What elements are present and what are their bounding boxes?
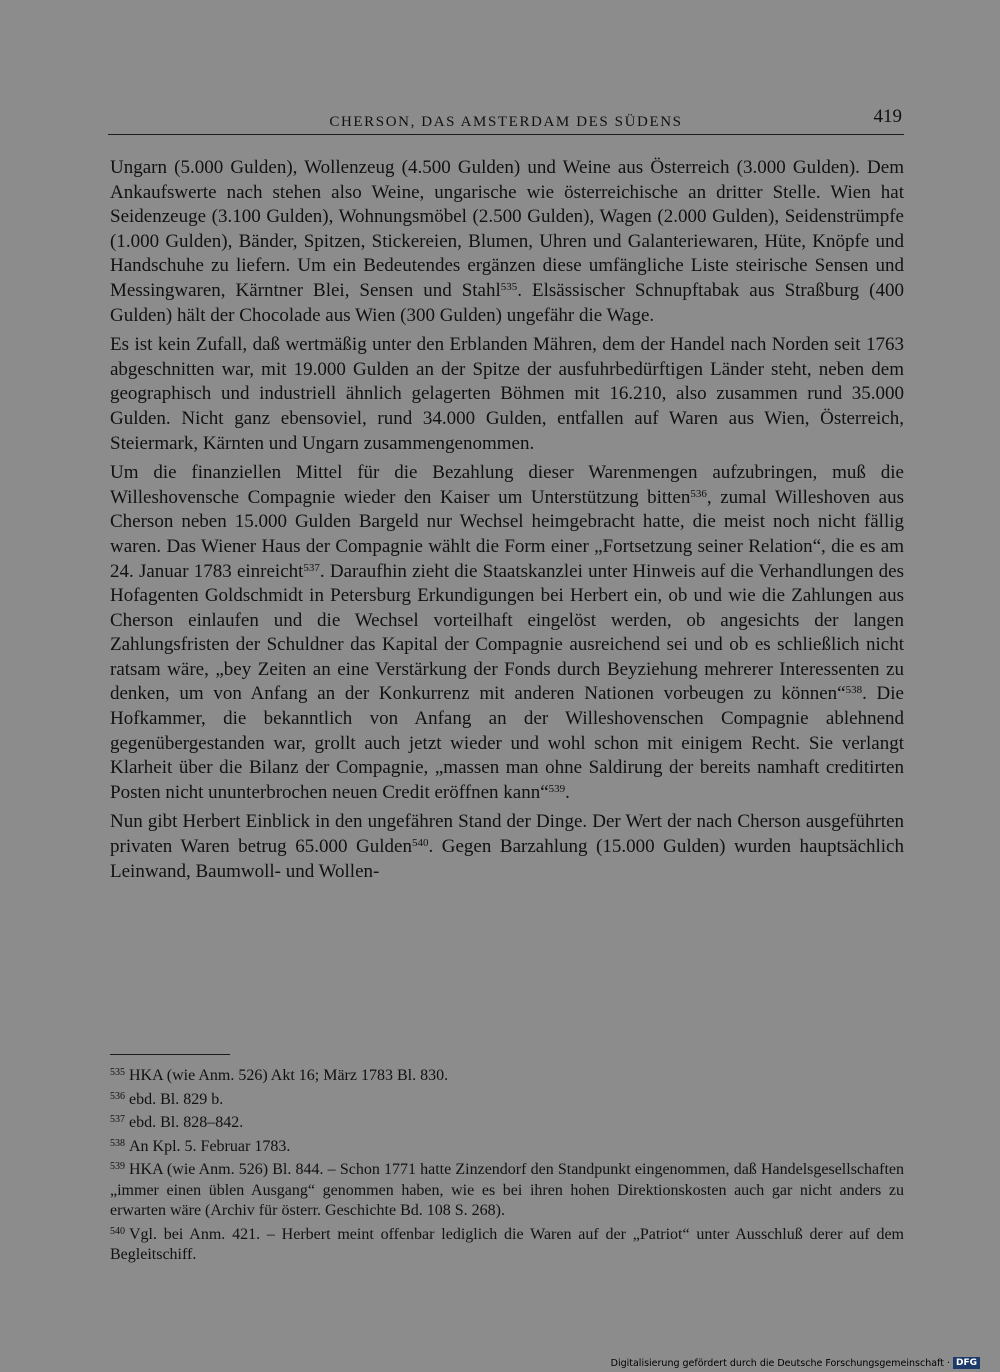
text-run: . — [565, 781, 570, 803]
footnote-number: 539 — [110, 1161, 125, 1172]
dfg-logo: DFG — [953, 1357, 980, 1369]
footnote-number: 538 — [110, 1137, 125, 1149]
paragraph-4 — [110, 810, 904, 884]
footnote-text: Vgl. bei Anm. 421. – Herbert meint offenbar lediglich die Waren auf der „Patriot“ unter Ausschluß derer auf dem Begleitschiff. — [110, 1225, 904, 1263]
running-title: CHERSON, DAS AMSTERDAM DES SÜDENS — [329, 114, 683, 130]
text-run: Um die finanziellen Mittel für die Bezahlung dieser Warenmengen aufzubringen, muß die Willeshovensche Compagnie wieder den Kaiser um Unterstützung bitten — [110, 462, 904, 508]
footnote-ref: 540 — [411, 837, 429, 850]
footnote-ref: 539 — [548, 782, 566, 795]
footnote — [110, 1090, 904, 1111]
page-number: 419 — [873, 106, 902, 127]
footnote-text: HKA (wie Anm. 526) Akt 16; März 1783 Bl. 830. — [129, 1067, 449, 1084]
footnotes — [110, 1066, 904, 1269]
footnote — [110, 1113, 904, 1134]
footnote-number: 537 — [110, 1114, 125, 1125]
footnote — [110, 1225, 904, 1266]
footnote-ref: 535 — [500, 280, 518, 293]
footnote-number: 536 — [110, 1090, 125, 1102]
paragraph-1 — [110, 156, 904, 328]
text-run: . Elsässischer Schnupftabak aus Straßburg (400 Gulden) hält der Chocolade aus Wien (300 Gulden) ungefähr die Wage. — [110, 279, 904, 326]
footnote-rule — [110, 1054, 230, 1055]
digitization-credit — [611, 1356, 980, 1370]
footnote-text: ebd. Bl. 828–842. — [129, 1114, 244, 1131]
text-run: . Die Hofkammer, die bekanntlich von Anfang an der Willeshovenschen Compagnie ablehnend gegenübergestanden war, grollt auch jetzt wieder und wohl schon mit einigem Recht. Sie verlangt Klarheit über die Bilanz der Compagnie, „massen man ohne Saldirung der bereits namhaft creditirten Posten nicht ununterbrochen neuen Credit eröffnen kann“ — [110, 683, 904, 803]
paragraph-2: Es ist kein Zufall, daß wertmäßig unter den Erblanden Mähren, dem der Handel nach Norden seit 1763 abgeschnitten war, mit 19.000 Gulden an der Spitze der ausfuhrbedürftigen Länder steht, neben dem geographisch und industriell ähnlich gelagerten Böhmen mit 16.210, also zusammen rund 35.000 Gulden. Nicht ganz ebensoviel, rund 34.000 Gulden, entfallen auf Waren aus Wien, Österreich, Steiermark, Kärnten und Ungarn zusammengenommen. — [110, 334, 904, 454]
footnote-number: 540 — [110, 1225, 125, 1237]
text-run: . Daraufhin zieht die Staatskanzlei unter Hinweis auf die Verhandlungen des Hofagenten Goldschmidt in Petersburg Erkundigungen bei Herbert ein, ob und wie die Zahlungen aus Cherson einlaufen und die Wechsel vorteilhaft eingelöst werden, ob angesichts der langen Zahlungsfristen der Schuldner das Kapital der Compagnie ausreichend sei und ob es schließlich nicht ratsam wäre, „bey Zeiten an eine Verstärkung der Fonds durch Beyziehung mehrerer Interessenten zu denken, um von Anfang an der Konkurrenz mit anderen Nationen vorbeugen zu können“ — [110, 560, 904, 705]
paragraph-3 — [110, 461, 904, 805]
main-text — [110, 156, 904, 889]
footnote-text: An Kpl. 5. Februar 1783. — [129, 1137, 291, 1155]
footnote — [110, 1066, 904, 1087]
footnote-text: ebd. Bl. 829 b. — [129, 1090, 224, 1108]
text-run: . Gegen Barzahlung (15.000 Gulden) wurden hauptsächlich Leinwand, Baumwoll- und Wollen- — [110, 836, 904, 882]
footnote — [110, 1160, 904, 1222]
page-header — [108, 104, 904, 134]
text-run: Ungarn (5.000 Gulden), Wollenzeug (4.500 Gulden) und Weine aus Österreich (3.000 Gulden). Dem Ankaufswerte nach stehen also Weine, ungarische wie österreichische an dritter Stelle. Wien hat Seidenzeuge (3.100 Gulden), Wohnungsmöbel (2.500 Gulden), Wagen (2.000 Gulden), Seidenstrümpfe (1.000 Gulden), Bänder, Spitzen, Stickereien, Blumen, Uhren und Galanteriewaren, Hüte, Knöpfe und Handschuhe zu liefern. Um ein Bedeutendes ergänzen diese umfängliche Liste steirische Sensen und Messingwaren, Kärntner Blei, Sensen und Stahl — [110, 157, 904, 301]
footnote-ref: 538 — [845, 684, 863, 697]
footnote-number: 535 — [110, 1067, 125, 1078]
text-run: , zumal Willeshoven aus Cherson neben 15.000 Gulden Bargeld nur Wechsel heimgebracht hatte, die meist noch nicht fällig waren. Das Wiener Haus der Compagnie wählt die Form einer „Fortsetzung seiner Relation“, die es am 24. Januar 1783 einreicht — [110, 486, 904, 582]
footnote — [110, 1137, 904, 1158]
header-rule — [108, 134, 904, 135]
credit-text: Digitalisierung gefördert durch die Deutsche Forschungsgemeinschaft · — [610, 1357, 950, 1369]
footnote-ref: 537 — [303, 561, 320, 574]
footnote-text: HKA (wie Anm. 526) Bl. 844. – Schon 1771 hatte Zinzendorf den Standpunkt eingenommen, daß Handelsgesellschaften „immer einen üblen Ausgang“ genommen haben, wie es bei ihren hohen Direktionskosten auch gar nicht anders zu erwarten wäre (Archiv für österr. Geschichte Bd. 108 S. 268). — [110, 1161, 904, 1219]
footnote-ref: 536 — [690, 487, 707, 500]
text-run: Nun gibt Herbert Einblick in den ungefähren Stand der Dinge. Der Wert der nach Cherson ausgeführten privaten Waren betrug 65.000 Gulden — [110, 811, 904, 858]
